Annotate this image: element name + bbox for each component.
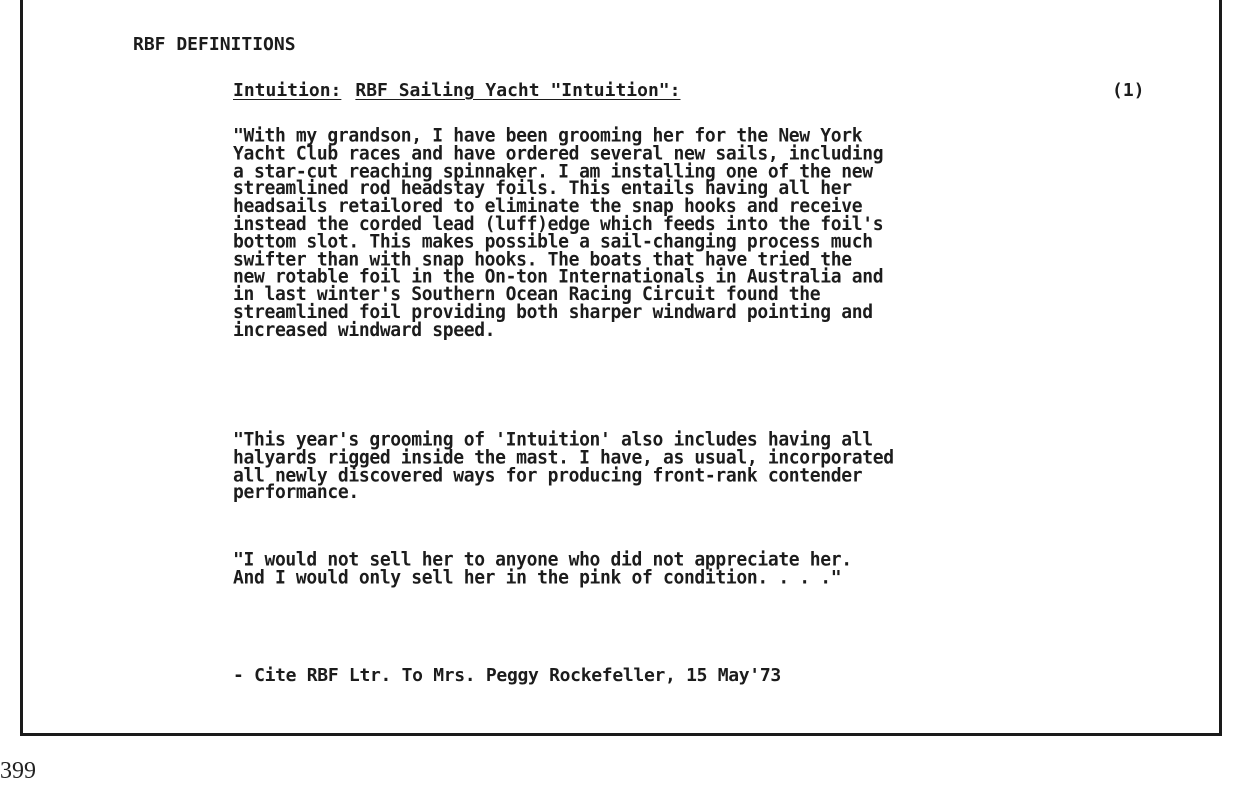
paragraph-line: instead the corded lead (luff)edge which feeds into the foil's (233, 213, 884, 236)
paragraph-line: "I would not sell her to anyone who did not appreciate her. (233, 548, 852, 571)
paragraph-line: "This year's grooming of 'Intuition' also includes having all (233, 428, 873, 451)
paragraph-line: in last winter's Southern Ocean Racing Circuit found the (233, 283, 821, 306)
paragraph-line: a star-cut reaching spinnaker. I am installing one of the new (233, 160, 873, 183)
paragraph-line: performance. (233, 481, 359, 504)
quote-paragraph-1 (233, 124, 884, 341)
paragraph-line: streamlined foil providing both sharper windward pointing and (233, 301, 873, 324)
citation: - Cite RBF Ltr. To Mrs. Peggy Rockefeller, 15 May'73 (233, 665, 781, 686)
paragraph-line: swifter than with snap hooks. The boats that have tried the (233, 248, 852, 271)
quote-paragraph-2 (233, 428, 894, 504)
paragraph-line: all newly discovered ways for producing front-rank contender (233, 464, 863, 487)
entry-number: (1) (1112, 80, 1145, 101)
paragraph-line: new rotable foil in the On-ton Internationals in Australia and (233, 265, 884, 288)
paragraph-line: increased windward speed. (233, 318, 496, 341)
entry-source: RBF Sailing Yacht "Intuition": (355, 80, 681, 101)
paragraph-line: Yacht Club races and have ordered several new sails, including (233, 142, 884, 165)
entry-title-line (233, 80, 680, 101)
entry-term: Intuition: (233, 80, 342, 101)
paragraph-line: streamlined rod headstay foils. This entails having all her (233, 177, 852, 200)
paragraph-line: bottom slot. This makes possible a sail-changing process much (233, 230, 873, 253)
section-heading: RBF DEFINITIONS (133, 34, 296, 55)
page-number: 399 (0, 758, 36, 784)
paragraph-line: And I would only sell her in the pink of condition. . . ." (233, 566, 842, 589)
card-frame (20, 0, 1222, 736)
paragraph-line: halyards rigged inside the mast. I have, as usual, incorporated (233, 446, 894, 469)
paragraph-line: headsails retailored to eliminate the snap hooks and receive (233, 195, 863, 218)
paragraph-line: "With my grandson, I have been grooming her for the New York (233, 124, 863, 147)
quote-paragraph-3 (233, 548, 852, 589)
